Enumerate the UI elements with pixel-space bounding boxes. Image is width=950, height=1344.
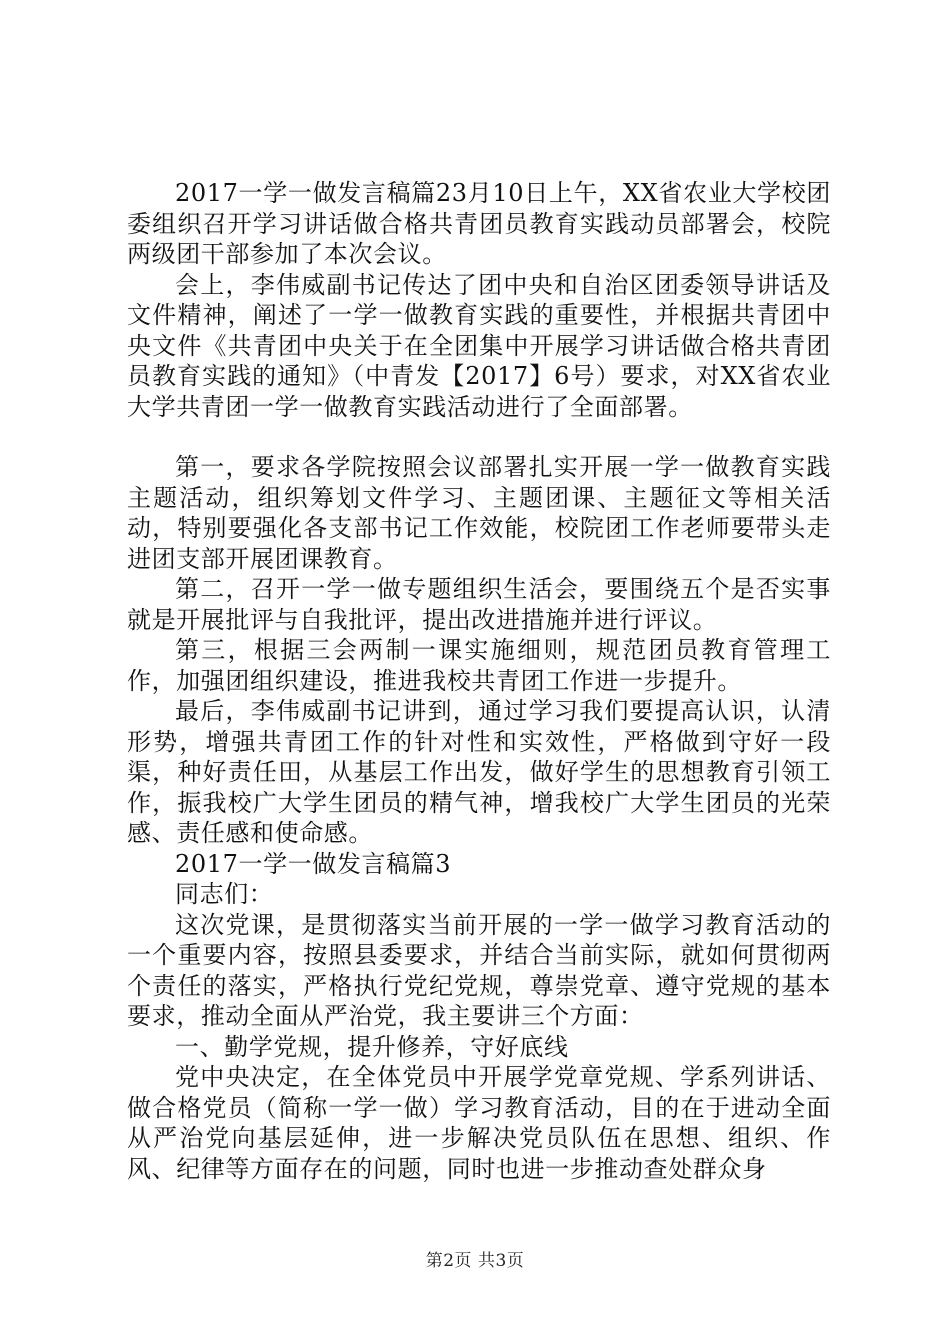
paragraph-meeting: 会上，李伟威副书记传达了团中央和自治区团委领导讲话及文件精神，阐述了一学一做教育实践的重要性，并根据共青团中央文件《共青团中央关于在全团集中开展学习讲话做合格共青团员教育实践的通知》（中青发【2017】6号）要求，对XX省农业大学共青团一学一做教育实践活动进行了全面部署。 bbox=[127, 270, 831, 421]
salutation: 同志们： bbox=[175, 880, 274, 908]
paragraph-spacer bbox=[127, 422, 831, 452]
paragraph-finally: 最后，李伟威副书记讲到，通过学习我们要提高认识，认清形势，增强共青团工作的针对性和实效性，严格做到守好一段渠，种好责任田，从基层工作出发，做好学生的思想教育引领工作，振我校广大学生团员的精气神，增我校广大学生团员的光荣感、责任感和使命感。 bbox=[127, 697, 831, 847]
paragraph-intro: 2017一学一做发言稿篇23月10日上午，XX省农业大学校团委组织召开学习讲话做合格共青团员教育实践动员部署会，校院两级团干部参加了本次会议。 bbox=[127, 179, 831, 268]
paragraph-party-lesson: 这次党课，是贯彻落实当前开展的一学一做学习教育活动的一个重要内容，按照县委要求，并结合当前实际，就如何贯彻两个责任的落实，严格执行党纪党规，尊崇党章、遵守党规的基本要求，推动全面从严治党，我主要讲三个方面： bbox=[127, 910, 831, 1030]
document-body bbox=[127, 178, 831, 1184]
paragraph-first: 第一，要求各学院按照会议部署扎实开展一学一做教育实践主题活动，组织筹划文件学习、主题团课、主题征文等相关活动，特别要强化各支部书记工作效能，校院团工作老师要带头走进团支部开展团课教育。 bbox=[127, 453, 831, 573]
subheading-one: 一、勤学党规，提升修养，守好底线 bbox=[175, 1032, 569, 1061]
paragraph-central-decision: 党中央决定，在全体党员中开展学党章党规、学系列讲话、做合格党员（简称一学一做）学习教育活动，目的在于进动全面从严治党向基层延伸，进一步解决党员队伍在思想、组织、作风、纪律等方面存在的问题，同时也进一步推动查处群众身 bbox=[127, 1063, 831, 1183]
page-footer: 第2页 共3页 bbox=[425, 1251, 525, 1271]
section-heading-piece3: 2017一学一做发言稿篇3 bbox=[175, 849, 452, 878]
paragraph-second: 第二，召开一学一做专题组织生活会，要围绕五个是否实事就是开展批评与自我批评，提出改进措施并进行评议。 bbox=[127, 575, 831, 634]
paragraph-third: 第三，根据三会两制一课实施细则，规范团员教育管理工作，加强团组织建设，推进我校共青团工作进一步提升。 bbox=[127, 636, 831, 695]
